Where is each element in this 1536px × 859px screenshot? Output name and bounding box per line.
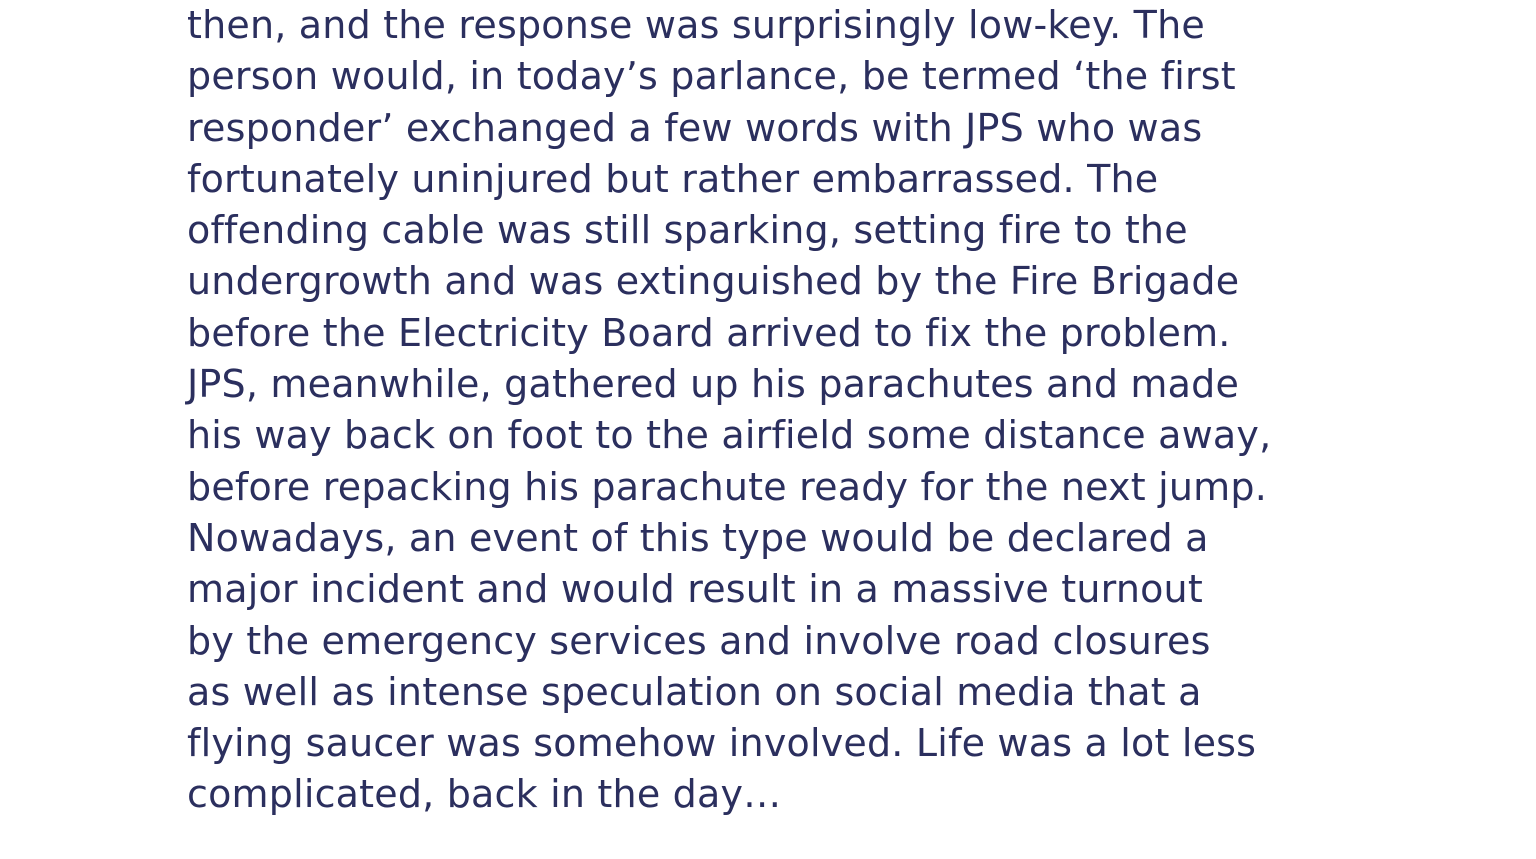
- paragraph-line: his way back on foot to the airfield some distance away,: [187, 413, 1272, 458]
- paragraph-line: responder’ exchanged a few words with JPS who was: [187, 105, 1203, 150]
- paragraph-line: by the emergency services and involve road closures: [187, 618, 1211, 663]
- paragraph-line: person would, in today’s parlance, be termed ‘the first: [187, 54, 1236, 99]
- paragraph-line: before the Electricity Board arrived to fix the problem.: [187, 310, 1231, 355]
- paragraph-line: undergrowth and was extinguished by the Fire Brigade: [187, 259, 1240, 304]
- paragraph-line: before repacking his parachute ready for the next jump.: [187, 464, 1267, 509]
- paragraph-line: flying saucer was somehow involved. Life was a lot less: [187, 721, 1257, 766]
- paragraph-line: offending cable was still sparking, setting fire to the: [187, 208, 1188, 253]
- paragraph-line: major incident and would result in a massive turnout: [187, 567, 1203, 612]
- paragraph-line: as well as intense speculation on social media that a: [187, 669, 1202, 714]
- paragraph-line: complicated, back in the day…: [187, 772, 782, 817]
- paragraph-line: JPS, meanwhile, gathered up his parachutes and made: [187, 362, 1240, 407]
- paragraph-line: Nowadays, an event of this type would be declared a: [187, 515, 1209, 560]
- paragraph-line: fortunately uninjured but rather embarrassed. The: [187, 156, 1159, 201]
- paragraph-line: then, and the response was surprisingly low-key. The: [187, 3, 1205, 47]
- article-body-text: [187, 0, 1347, 821]
